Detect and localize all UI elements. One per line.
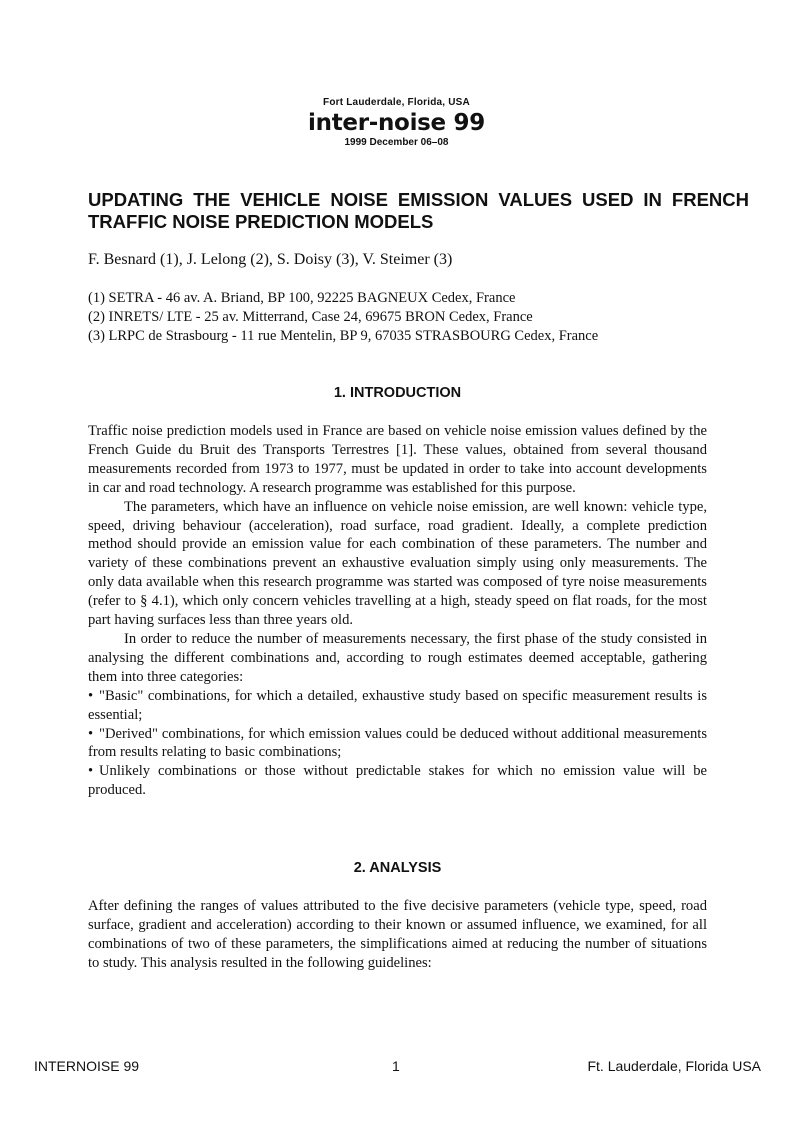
footer-right: Ft. Lauderdale, Florida USA bbox=[587, 1058, 761, 1074]
bullet-text: "Derived" combinations, for which emission values could be deduced without additional measurements from results relating to basic combinations; bbox=[88, 725, 707, 761]
analysis-body bbox=[88, 897, 707, 973]
conference-location: Fort Lauderdale, Florida, USA bbox=[323, 97, 470, 108]
author-list: F. Besnard (1), J. Lelong (2), S. Doisy (3), V. Steimer (3) bbox=[88, 251, 453, 268]
paragraph: After defining the ranges of values attributed to the five decisive parameters (vehicle type, speed, road surface, gradient and acceleration) according to their known or assumed influence, we examined, for all combinations of two of these parameters, the simplifications aimed at reducing the number of situations to study. This analysis resulted in the following guidelines: bbox=[88, 898, 707, 971]
affiliation-1: (1) SETRA - 46 av. A. Briand, BP 100, 92225 BAGNEUX Cedex, France bbox=[88, 290, 516, 306]
bullet-text: Unlikely combinations or those without predictable stakes for which no emission value will be produced. bbox=[88, 763, 707, 799]
bullet-icon: • bbox=[88, 687, 94, 704]
bullet-text: "Basic" combinations, for which a detailed, exhaustive study based on specific measurement results is essential; bbox=[88, 687, 707, 723]
conference-header bbox=[0, 96, 793, 149]
introduction-body bbox=[88, 422, 707, 800]
section-heading-introduction: 1. INTRODUCTION bbox=[333, 385, 462, 401]
footer-left: INTERNOISE 99 bbox=[34, 1058, 140, 1074]
affiliation-3: (3) LRPC de Strasbourg - 11 rue Mentelin, BP 9, 67035 STRASBOURG Cedex, France bbox=[88, 328, 599, 344]
bullet-item bbox=[88, 687, 707, 725]
page-number: 1 bbox=[392, 1058, 400, 1074]
paragraph: In order to reduce the number of measurements necessary, the first phase of the study consisted in analysing the different combinations and, according to rough estimates deemed acceptable, gathering them into three categories: bbox=[88, 630, 707, 685]
bullet-icon: • bbox=[88, 763, 94, 780]
affiliation-list bbox=[88, 289, 598, 346]
paragraph: Traffic noise prediction models used in France are based on vehicle noise emission values defined by the French Guide du Bruit des Transports Terrestres [1]. These values, obtained from several thousand measurements recorded from 1973 to 1977, must be updated in order to take into account developments in car and road technology. A research programme was established for this purpose. bbox=[88, 423, 707, 496]
paper-title: UPDATING THE VEHICLE NOISE EMISSION VALUES USED IN FRENCH TRAFFIC NOISE PREDICTION MODELS bbox=[88, 189, 749, 232]
section-heading-analysis: 2. ANALYSIS bbox=[353, 860, 442, 876]
bullet-item bbox=[88, 725, 707, 763]
conference-logo: inter-noise 99 bbox=[308, 110, 485, 136]
conference-dates: 1999 December 06–08 bbox=[344, 137, 449, 148]
bullet-item bbox=[88, 762, 707, 800]
paragraph: The parameters, which have an influence on vehicle noise emission, are well known: vehicle type, speed, driving behaviour (acceleration), road surface, road gradient. Ideally, a complete prediction method should provide an emission value for each combination of these parameters. The number and variety of these combinations prevent an exhaustive evaluation simply using only measurements. The only data available when this research programme was started was composed of tyre noise measurements (refer to § 4.1), which only concern vehicles travelling at a high, steady speed on flat roads, for the most part having surfaces less than three years old. bbox=[88, 498, 707, 629]
bullet-icon: • bbox=[88, 725, 94, 742]
affiliation-2: (2) INRETS/ LTE - 25 av. Mitterrand, Case 24, 69675 BRON Cedex, France bbox=[88, 309, 533, 325]
